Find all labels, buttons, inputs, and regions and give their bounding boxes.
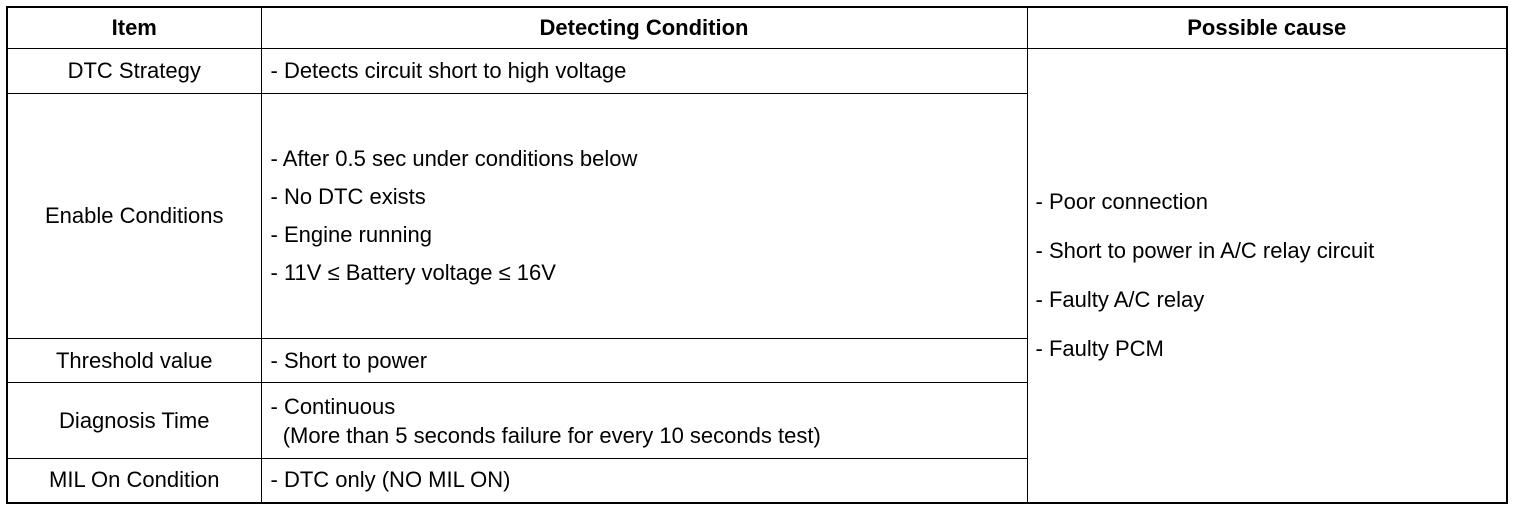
condition-cell	[261, 459, 1027, 503]
condition-line: - 11V ≤ Battery voltage ≤ 16V	[270, 260, 556, 285]
condition-cell	[261, 49, 1027, 94]
cause-line: - Faulty PCM	[1035, 335, 1164, 361]
condition-line: - Continuous	[270, 393, 396, 419]
condition-cell	[261, 383, 1027, 459]
condition-line: - DTC only (NO MIL ON)	[270, 467, 511, 493]
header-item: Item	[7, 7, 261, 49]
item-cell: DTC Strategy	[7, 49, 261, 94]
item-cell: Enable Conditions	[7, 94, 261, 339]
cause-line: - Poor connection	[1035, 188, 1208, 214]
header-possible-cause: Possible cause	[1027, 7, 1507, 49]
dtc-table	[6, 6, 1508, 504]
item-cell: MIL On Condition	[7, 459, 261, 503]
condition-line: - Engine running	[270, 222, 432, 247]
table-row-dtc-strategy	[7, 49, 1507, 94]
cause-line: - Short to power in A/C relay circuit	[1035, 237, 1375, 263]
condition-line: - Short to power	[270, 347, 428, 373]
condition-line: - No DTC exists	[270, 184, 426, 209]
condition-line: - After 0.5 sec under conditions below	[270, 146, 638, 171]
condition-line: (More than 5 seconds failure for every 10 seconds test)	[270, 422, 821, 448]
condition-line: - Detects circuit short to high voltage	[270, 58, 627, 83]
condition-cell	[261, 94, 1027, 339]
item-cell: Diagnosis Time	[7, 383, 261, 459]
cause-line: - Faulty A/C relay	[1035, 286, 1205, 312]
item-cell: Threshold value	[7, 339, 261, 383]
possible-cause-cell	[1027, 49, 1507, 503]
header-row	[7, 7, 1507, 49]
condition-cell	[261, 339, 1027, 383]
header-detecting-condition: Detecting Condition	[261, 7, 1027, 49]
